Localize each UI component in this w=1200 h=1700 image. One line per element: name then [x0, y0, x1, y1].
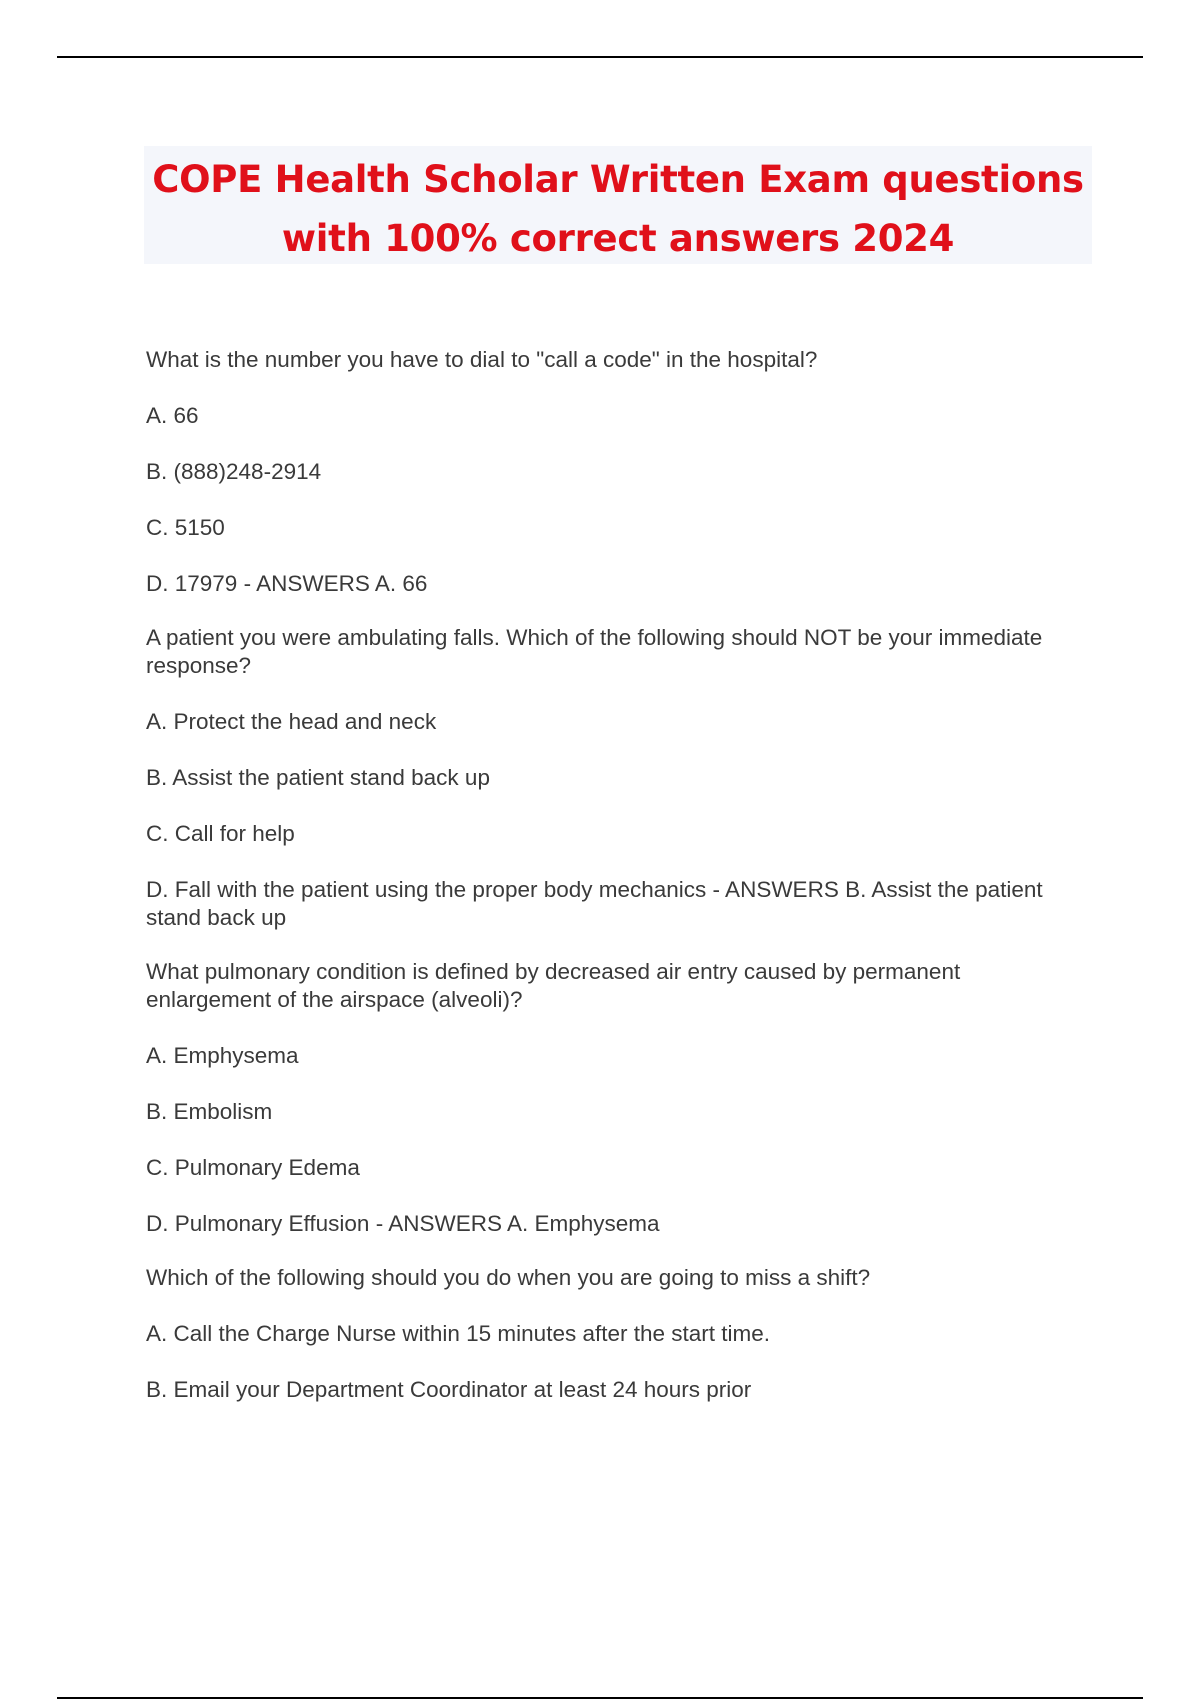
- answer-option-with-answer: D. Fall with the patient using the proper body mechanics - ANSWERS B. Assist the patient stand back up: [146, 877, 1043, 930]
- answer-option: A. Emphysema: [146, 1043, 299, 1068]
- question-text: A patient you were ambulating falls. Which of the following should NOT be your immediate response?: [146, 625, 1043, 678]
- answer-option: C. Pulmonary Edema: [146, 1155, 360, 1180]
- answer-option: C. 5150: [146, 515, 225, 540]
- top-rule: [57, 56, 1143, 58]
- answer-option: B. Email your Department Coordinator at least 24 hours prior: [146, 1377, 752, 1402]
- answer-option: B. (888)248-2914: [146, 459, 322, 484]
- question-text: Which of the following should you do when you are going to miss a shift?: [146, 1265, 871, 1290]
- document-title-line-2: with 100% correct answers 2024: [281, 217, 955, 260]
- answer-option: A. Call the Charge Nurse within 15 minutes after the start time.: [146, 1321, 771, 1346]
- document-title-line-1: COPE Health Scholar Written Exam questions: [152, 158, 1084, 201]
- answer-option: B. Embolism: [146, 1099, 273, 1124]
- bottom-rule: [57, 1697, 1143, 1699]
- answer-option: C. Call for help: [146, 821, 295, 846]
- answer-option: A. 66: [146, 403, 199, 428]
- answer-option-with-answer: D. Pulmonary Effusion - ANSWERS A. Emphysema: [146, 1211, 660, 1236]
- answer-option: B. Assist the patient stand back up: [146, 765, 490, 790]
- answer-option: A. Protect the head and neck: [146, 709, 437, 734]
- question-text: What pulmonary condition is defined by decreased air entry caused by permanent enlargement of the airspace (alveoli)?: [146, 959, 961, 1012]
- question-list: [146, 346, 1046, 1404]
- document-title-banner: [144, 146, 1092, 264]
- answer-option-with-answer: D. 17979 - ANSWERS A. 66: [146, 571, 428, 596]
- question-text: What is the number you have to dial to "call a code" in the hospital?: [146, 347, 818, 372]
